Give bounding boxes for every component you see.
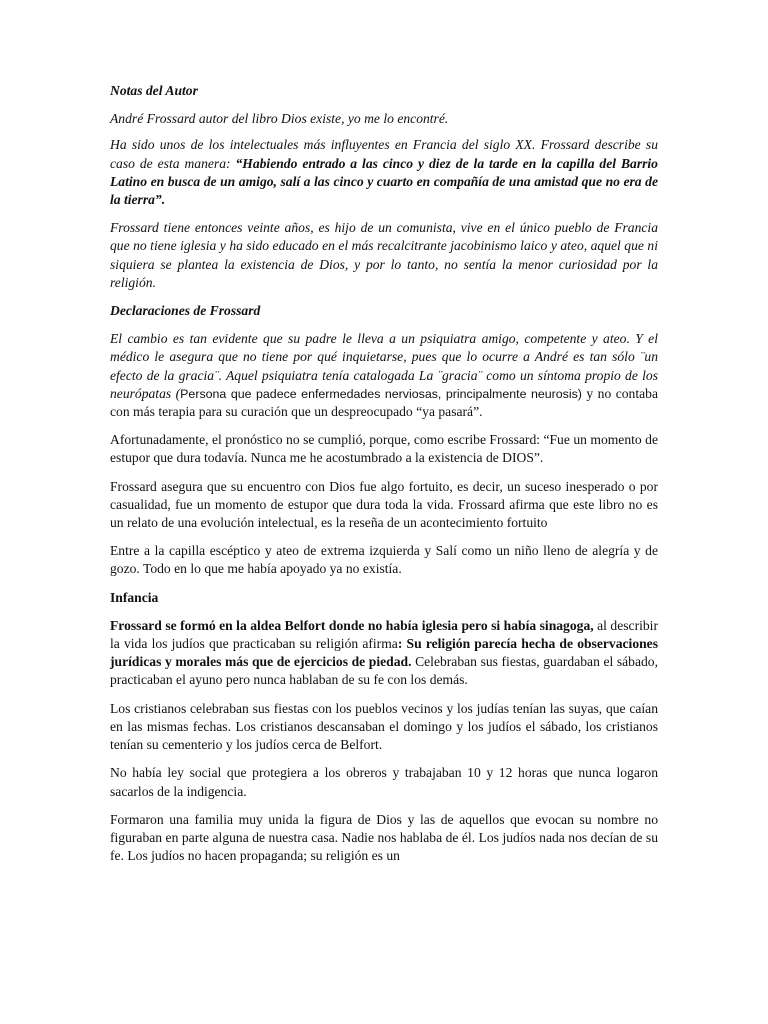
paragraph-psychiatrist bbox=[110, 330, 658, 421]
paragraph-family: Formaron una familia muy unida la figura de Dios y las de aquellos que evocan su nombre no figuraban en parte alguna de nuestra casa. Nadie nos hablaba de él. Los judíos nada nos decían de su fe. Los judíos no hacen propaganda; su religión es un bbox=[110, 811, 658, 864]
paragraph-encounter: Frossard asegura que su encuentro con Dios fue algo fortuito, es decir, un suceso inesperado o por casualidad, fue un momento de estupor que dura toda la vida. Frossard afirma que este libro no es un relato de una evolución intelectual, es la reseña de un acontecimiento fortuito bbox=[110, 478, 658, 531]
paragraph-frossard-description bbox=[110, 136, 658, 209]
religion-bold: : Su religión parecía hecha de observaciones jurídicas y morales más que de ejercicios de piedad. bbox=[110, 636, 658, 670]
belfort-mid: al describir la vida los judíos que practicaban su religión afirma bbox=[110, 617, 658, 652]
paragraph-author-intro: André Frossard autor del libro Dios existe, yo me lo encontré. bbox=[110, 111, 449, 127]
psychiatrist-tail: y no contaba con más terapia para su curación que un despreocupado “ya pasará”. bbox=[110, 385, 658, 420]
conversion-quote: “Habiendo entrado a las cinco y diez de la tarde en la capilla del Barrio Latino en busca de un amigo, salí a las cinco y cuarto en compañía de una amistad que no era de la tierra”. bbox=[110, 155, 658, 208]
belfort-bold: Frossard se formó en la aldea Belfort donde no había iglesia pero si había sinagoga, bbox=[110, 617, 594, 633]
paragraph-workers: No había ley social que protegiera a los obreros y trabajaban 10 y 12 horas que nunca logaron sacarlos de la indigencia. bbox=[110, 765, 658, 799]
paragraph-belfort bbox=[110, 617, 658, 690]
neuropath-definition: Persona que padece enfermedades nerviosas, principalmente neurosis) bbox=[180, 386, 582, 401]
paragraph-frossard-background: Frossard tiene entonces veinte años, es hijo de un comunista, vive en el único pueblo de Francia que no tiene iglesia y ha sido educado en el más recalcitrante jacobinismo laico y ateo, aquel que ni siquiera se plantea la existencia de Dios, y por lo tanto, no sentía la menor curiosidad por la religión. bbox=[110, 220, 658, 290]
paragraph-christians-jews: Los cristianos celebraban sus fiestas con los pueblos vecinos y los judías tenían las suyas, que caían en las mismas fechas. Los cristianos descansaban el domingo y los judíos el sábado, los cristianos tenían su cementerio y los judíos cerca de Belfort. bbox=[110, 700, 658, 753]
belfort-tail: Celebraban sus fiestas, guardaban el sábado, practicaban el ayuno pero nunca hablaban de su fe con los demás. bbox=[110, 654, 659, 688]
heading-declaraciones: Declaraciones de Frossard bbox=[110, 303, 261, 319]
paragraph-chapel: Entre a la capilla escéptico y ateo de extrema izquierda y Salí como un niño lleno de alegría y de gozo. Todo en lo que me había apoyado ya no existía. bbox=[110, 543, 658, 577]
document-page bbox=[110, 82, 658, 875]
heading-notas-del-autor: Notas del Autor bbox=[110, 83, 198, 98]
paragraph-prognosis: Afortunadamente, el pronóstico no se cumplió, porque, como escribe Frossard: “Fue un momento de estupor que dura todavía. Nunca me he acostumbrado a la existencia de DIOS”. bbox=[110, 432, 658, 466]
psychiatrist-text: El cambio es tan evidente que su padre le lleva a un psiquiatra amigo, competente y ateo. Y el médico le asegura que no tiene por qué inquietarse, pues que lo ocurre a André es tan sólo ¨un efecto de la gracia¨. Aquel psiquiatra tenía catalogada La ¨gracia¨ como un síntoma propio de los neurópatas ( bbox=[110, 331, 658, 401]
heading-infancia: Infancia bbox=[110, 589, 159, 605]
description-text: Ha sido unos de los intelectuales más influyentes en Francia del siglo XX. Frossard describe su caso de esta manera: bbox=[110, 137, 658, 171]
